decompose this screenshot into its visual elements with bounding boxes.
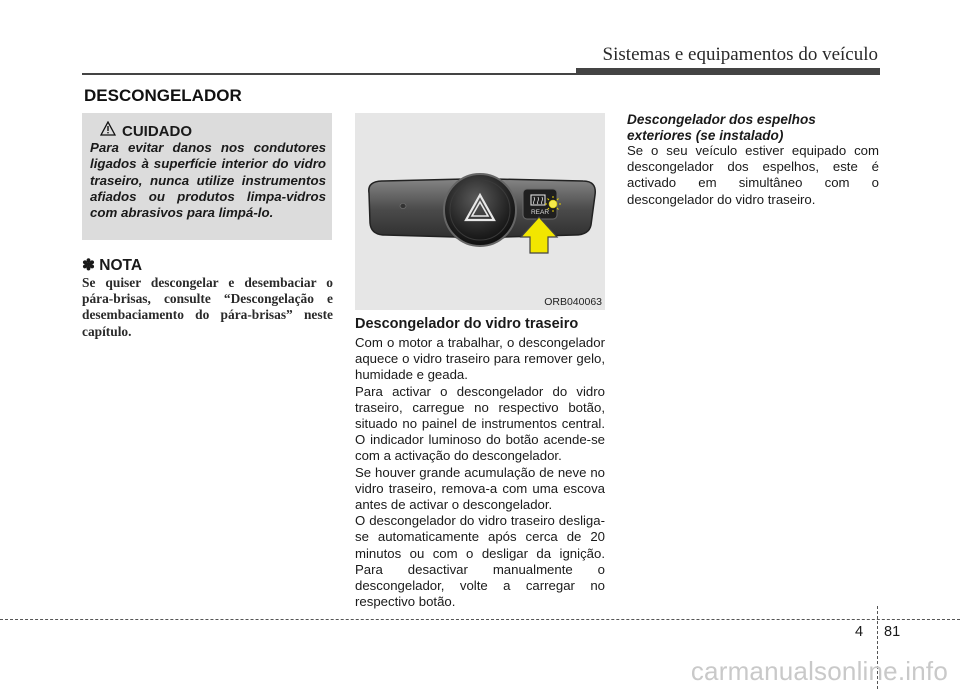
footer-divider	[0, 619, 960, 620]
paragraph: Com o motor a trabalhar, o descongelador aquece o vidro traseiro para remover gelo, humidade e geada.	[355, 335, 605, 383]
caution-heading	[100, 121, 192, 140]
hazard-defroster-figure	[355, 113, 605, 310]
figure-code: ORB040063	[544, 296, 602, 308]
paragraph: Para activar o descongelador do vidro traseiro, carregue no respectivo botão, situado no painel de instrumentos central. O indicador luminoso do botão acende-se com a activação do descongelador.	[355, 383, 605, 464]
header-rule	[82, 73, 880, 75]
paragraph: Se houver grande acumulação de neve no vidro traseiro, remova-a com uma escova antes de activar o descongelador.	[355, 464, 605, 513]
rear-defroster-text	[355, 335, 605, 610]
rear-button-label: REAR	[530, 209, 550, 216]
warning-triangle-icon	[100, 121, 122, 140]
running-header: Sistemas e equipamentos do veículo	[602, 44, 878, 65]
mirror-defroster-title: Descongelador dos espelhos exteriores (se instalado)	[627, 112, 816, 143]
chapter-number: 4	[855, 624, 864, 640]
mirror-defroster-text: Se o seu veículo estiver equipado com descongelador dos espelhos, este é activado em simultâneo com o descongelador do vidro traseiro.	[627, 143, 879, 207]
paragraph: O descongelador do vidro traseiro desliga-se automaticamente após cerca de 20 minutos ou com o desligar da ignição. Para desactivar manualmente o descongelador, volte a carregar no respectivo botão.	[355, 513, 605, 610]
caution-text: Para evitar danos nos condutores ligados à superfície interior do vidro traseiro, nunca utilize instrumentos afiados ou produtos limpa-vidros com abrasivos para limpá-lo.	[90, 140, 326, 221]
watermark: carmanualsonline.info	[690, 656, 948, 686]
note-text: Se quiser descongelar e desembaciar o pára-brisas, consulte “Descongelação e desembaciamento do pára-brisas” neste capítulo.	[82, 275, 333, 339]
caution-title: CUIDADO	[122, 123, 192, 140]
section-title: DESCONGELADOR	[84, 86, 242, 105]
switch-panel-illustration	[355, 113, 605, 310]
rear-defroster-title: Descongelador do vidro traseiro	[355, 316, 579, 332]
note-title: ✽ NOTA	[82, 257, 143, 274]
page-number: 81	[884, 624, 901, 640]
